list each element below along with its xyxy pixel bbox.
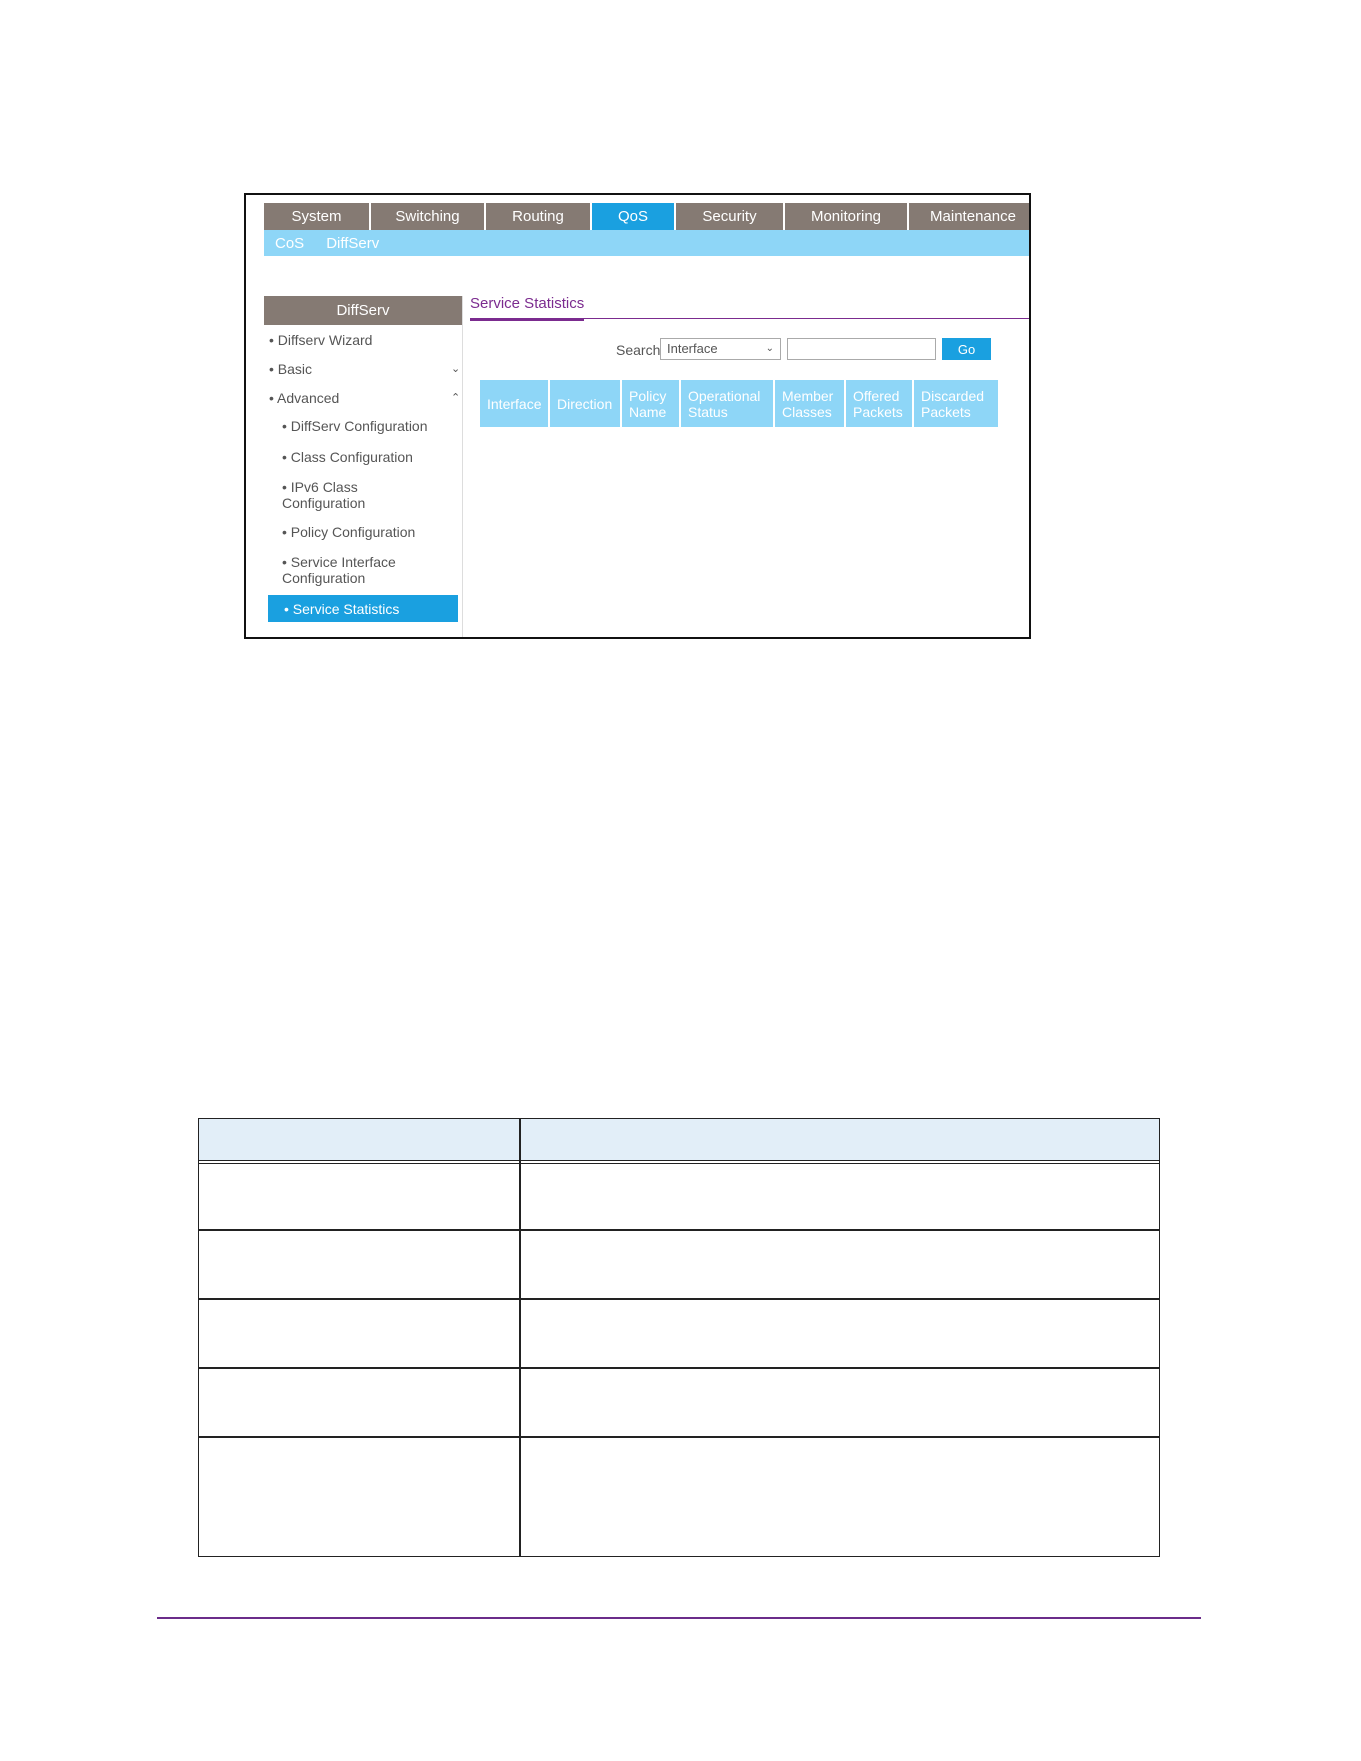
table-header [199,1119,1159,1161]
row-divider [199,1436,1159,1438]
sidebar-item-label: Policy Configuration [290,524,416,540]
sidebar-item-label: Advanced [277,390,340,406]
sidebar-item-class-configuration[interactable]: • Class Configuration [282,449,413,465]
subnav-diffserv[interactable]: DiffServ [326,234,380,252]
footer-rule [157,1617,1201,1619]
screenshot-frame [244,193,1031,639]
sidebar-item-ipv6-class-configuration[interactable]: • IPv6 Class Configuration [282,479,366,511]
sidebar-item-label: IPv6 Class Configuration [282,479,366,511]
statistics-table-header [480,380,998,427]
tab-qos[interactable]: QoS [592,203,676,230]
column-label: Discarded Packets [921,387,985,420]
sidebar [264,296,463,639]
sub-navigation [264,230,1031,256]
sidebar-item-label: Service Interface Configuration [282,554,396,586]
sidebar-item-advanced[interactable]: • Advanced ⌃ [269,390,461,406]
sidebar-title: DiffServ [264,296,462,325]
column-header-direction[interactable]: Direction [550,380,622,427]
main-content [470,295,1031,638]
go-button[interactable]: Go [942,338,991,360]
sidebar-item-diffserv-wizard[interactable]: • Diffserv Wizard [269,332,373,348]
sidebar-item-basic[interactable]: • Basic ⌄ [269,361,461,377]
tab-switching[interactable]: Switching [371,203,486,230]
header-divider [199,1163,1159,1164]
sidebar-item-service-interface-configuration[interactable]: • Service Interface Configuration [282,554,396,586]
sidebar-item-service-statistics[interactable]: • Service Statistics [268,595,458,622]
sidebar-item-policy-configuration[interactable]: • Policy Configuration [282,524,416,540]
column-label: Member Classes [782,387,834,420]
chevron-up-icon[interactable]: ⌃ [451,392,461,404]
tab-system[interactable]: System [264,203,371,230]
search-input[interactable] [787,338,936,360]
row-divider [199,1367,1159,1369]
column-label: Offered Packets [853,387,903,420]
search-select-value: Interface [667,341,718,356]
column-header-operational-status[interactable] [681,380,775,427]
sidebar-item-label: Diffserv Wizard [277,332,373,348]
tab-maintenance[interactable]: Maintenance [909,203,1031,230]
column-header-interface[interactable]: Interface [480,380,550,427]
sidebar-item-label: Basic [277,361,313,377]
sidebar-item-label: Class Configuration [290,449,413,465]
description-table [198,1118,1160,1557]
sidebar-item-diffserv-configuration[interactable]: • DiffServ Configuration [282,418,428,434]
row-divider [199,1229,1159,1231]
column-label: Policy Name [629,387,667,420]
tab-underline [470,318,1031,319]
column-header-member-classes[interactable] [775,380,846,427]
search-label: Search [616,342,661,358]
search-field-select[interactable] [660,338,781,360]
subnav-cos[interactable]: CoS [275,234,305,252]
tab-security[interactable]: Security [676,203,785,230]
tab-monitoring[interactable]: Monitoring [785,203,909,230]
top-navigation [264,203,1031,230]
column-header-offered-packets[interactable] [846,380,914,427]
sidebar-item-label: Service Statistics [292,600,400,617]
tab-routing[interactable]: Routing [486,203,592,230]
tab-service-statistics[interactable]: Service Statistics [470,295,584,321]
column-label: Operational Status [688,387,761,420]
sidebar-item-label: DiffServ Configuration [290,418,428,434]
chevron-down-icon[interactable]: ⌄ [451,363,461,375]
column-header-discarded-packets[interactable] [914,380,998,427]
column-header-policy-name[interactable] [622,380,681,427]
column-divider [519,1119,521,1556]
chevron-down-icon: ⌄ [765,343,774,354]
row-divider [199,1298,1159,1300]
